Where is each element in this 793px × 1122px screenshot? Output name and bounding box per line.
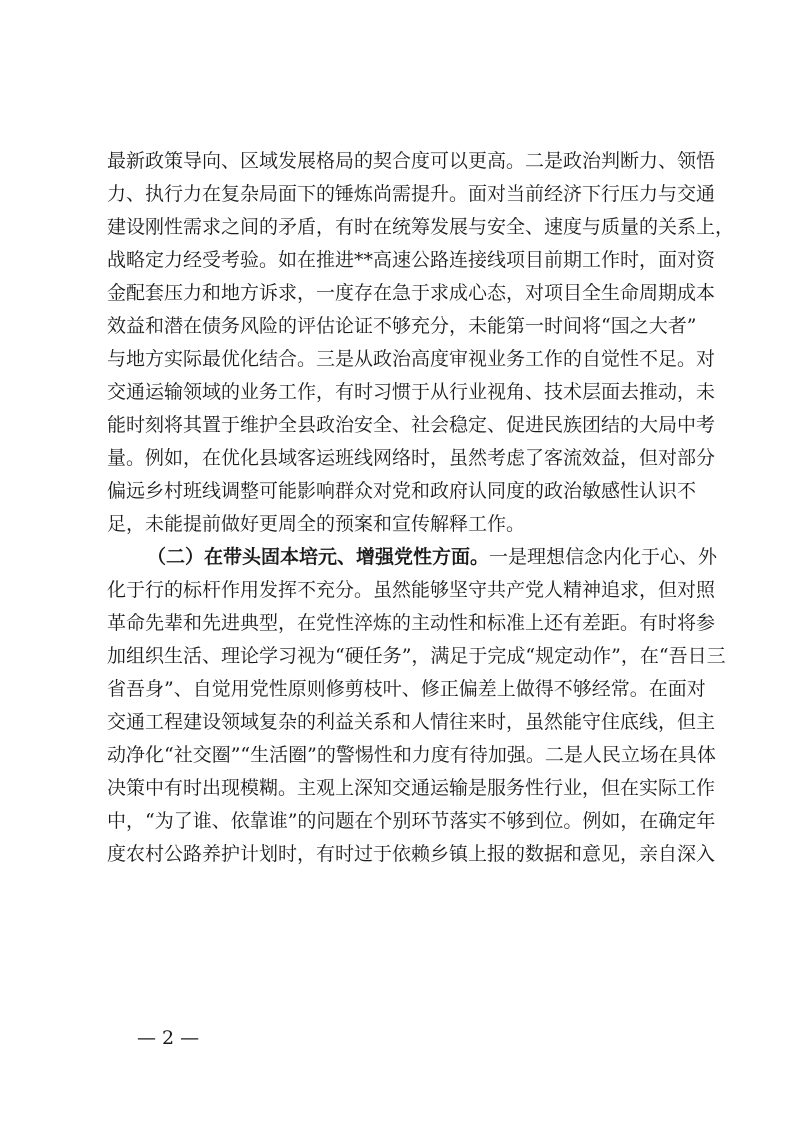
text-line: 化于行的标杆作用发挥不充分。虽然能够坚守共产党人精神追求，但对照 <box>107 579 716 601</box>
text-line: 动净化“社交圈”“生活圈”的警惕性和力度有待加强。二是人民立场在具体 <box>107 744 716 766</box>
page-number: — 2 — <box>137 1027 200 1049</box>
text-line: 战略定力经受考验。如在推进**高速公路连接线项目前期工作时，面对资 <box>107 249 716 271</box>
text-line: 量。例如，在优化县域客运班线网络时，虽然考虑了客流效益，但对部分 <box>107 447 716 469</box>
text-line: 革命先辈和先进典型，在党性淬炼的主动性和标准上还有差距。有时将参 <box>107 612 716 634</box>
text-line: 省吾身”、自觉用党性原则修剪枝叶、修正偏差上做得不够经常。在面对 <box>107 678 706 700</box>
text-line: 偏远乡村班线调整可能影响群众对党和政府认同度的政治敏感性认识不 <box>107 480 697 502</box>
text-line: 加组织生活、理论学习视为“硬任务”，满足于完成“规定动作”，在“吾日三 <box>107 645 726 667</box>
section-heading: （二）在带头固本培元、增强党性方面。 <box>147 546 490 568</box>
text-line: 度农村公路养护计划时，有时过于依赖乡镇上报的数据和意见，亲自深入 <box>107 843 716 865</box>
text-line: 能时刻将其置于维护全县政治安全、社会稳定、促进民族团结的大局中考 <box>107 414 716 436</box>
text-line: 交通运输领域的业务工作，有时习惯于从行业视角、技术层面去推动，未 <box>107 381 716 403</box>
body-text <box>107 145 735 871</box>
text-line: 建设刚性需求之间的矛盾，有时在统筹发展与安全、速度与质量的关系上， <box>107 216 735 238</box>
text-line: 足，未能提前做好更周全的预案和宣传解释工作。 <box>107 513 526 535</box>
text-line: 与地方实际最优化结合。三是从政治高度审视业务工作的自觉性不足。对 <box>107 348 716 370</box>
text-line: 最新政策导向、区域发展格局的契合度可以更高。二是政治判断力、领悟 <box>107 150 716 172</box>
text-line: 交通工程建设领域复杂的利益关系和人情往来时，虽然能守住底线，但主 <box>107 711 716 733</box>
text-line: 效益和潜在债务风险的评估论证不够充分，未能第一时间将“国之大者” <box>107 315 697 337</box>
text-line: 决策中有时出现模糊。主观上深知交通运输是服务性行业，但在实际工作 <box>107 777 716 799</box>
text-line: 力、执行力在复杂局面下的锤炼尚需提升。面对当前经济下行压力与交通 <box>107 183 716 205</box>
text-line: 中，“为了谁、依靠谁”的问题在个别环节落实不够到位。例如，在确定年 <box>107 810 716 832</box>
paragraph-first-line <box>107 541 718 574</box>
text-run: 一是理想信念内化于心、外 <box>489 546 718 568</box>
text-line: 金配套压力和地方诉求，一度存在急于求成心态，对项目全生命周期成本 <box>107 282 716 304</box>
